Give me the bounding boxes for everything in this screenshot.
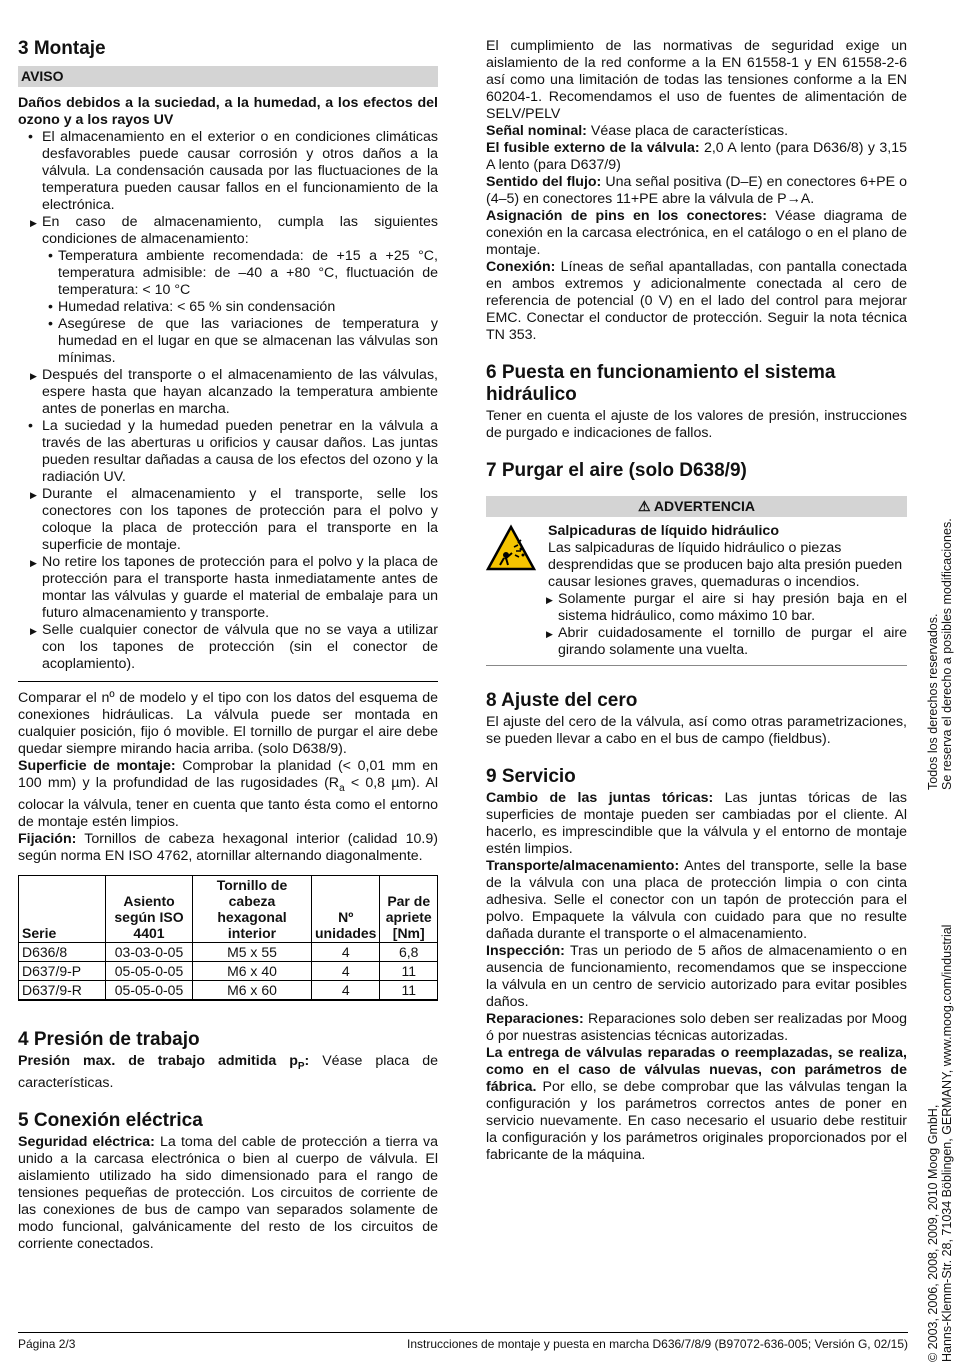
label: Inspección: [486, 943, 565, 959]
paragraph: Asignación de pins en los conectores: Véase diagrama de conexión en la carcasa electrónica, en el catálogo o en el plano de montaje. [486, 208, 907, 258]
paragraph: Sentido del flujo: Una señal positiva (D–E) en conectores 6+PE o (4–5) en conectores 11+PE abre la válvula de P→A. [486, 174, 907, 207]
list-item: • Asegúrese de que las variaciones de temperatura y humedad en el lugar en que se almacenan las válvulas son mínimas. [42, 316, 438, 367]
notice-text: El almacenamiento en el exterior o en condiciones climáticas desfavorables puede causar corrosión y otros daños a la válvula. La condensación causada por las fluctuaciones de la temperatura pueden causar fallos en el funcionamiento de la electrónica. [42, 129, 438, 213]
action-item: ▶ Selle cualquier conector de válvula que no se vaya a utilizar con los tapones de protección (sin el conector de acoplamiento). [18, 622, 438, 673]
action-item [18, 214, 438, 367]
paragraph: Tener en cuenta el ajuste de los valores de presión, instrucciones de purgado e indicaciones de fallos. [486, 408, 907, 441]
section-8-title: 8 Ajuste del cero [486, 690, 638, 711]
label: Fijación: [18, 830, 77, 847]
label: El fusible externo de la válvula: [486, 140, 700, 156]
label: Seguridad eléctrica: [18, 1133, 155, 1150]
notice-text: La suciedad y la humedad pueden penetrar en la válvula a través de las aberturas u orificios y causar daños. Las juntas pueden resultar dañadas a causa de los efectos del ozono y la radiación UV. [42, 418, 438, 485]
action-item: ▶ Durante el almacenamiento y el transporte, selle los conectores con los tapones de protección para el polvo y coloque la placa de protección para el transporte en la superficie de montaje. [18, 486, 438, 554]
notice-banner: AVISO [18, 66, 438, 87]
label: Conexión: [486, 259, 556, 275]
action-text: En caso de almacenamiento, cumpla las siguientes condiciones de almacenamiento: [42, 214, 438, 247]
paragraph: Conexión: Líneas de señal apantalladas, con pantalla conectada en ambos extremos y adicionalmente conectada al cero de referencia de potencial (0 V) en el lado del control para mejorar EMC. Conectar el conductor de protección. Seguir la nota técnica TN 353. [486, 259, 907, 343]
table-header: Nº unidades [312, 875, 380, 942]
paragraph: El fusible externo de la válvula: 2,0 A lento (para D636/8) y 3,15 A lento (para D637/9) [486, 140, 907, 173]
list-item: • Temperatura ambiente recomendada: de +15 a +25 °C, temperatura admisible: de –40 a +80 °C, fluctuación de temperatura: < 10 °C [42, 248, 438, 299]
paragraph: Presión max. de trabajo admitida $p_P$: Véase placa de características. [18, 1052, 438, 1091]
warning-text: Las salpicaduras de líquido hidráulico o piezas desprendidas que se producen bajo alta presión pueden causar lesiones graves, quemaduras o incendios. [548, 540, 903, 590]
label: Superficie de montaje: [18, 758, 176, 774]
right-column [486, 38, 907, 1164]
label: La entrega de válvulas reparadas o reemplazadas, se realiza, como en el caso de válvulas nuevas, con parámetros de fábrica. [486, 1045, 907, 1095]
paragraph: Inspección: Tras un periodo de 5 años de almacenamiento o en ausencia de funcionamiento, recomendamos que se inspeccione la válvula en un centro de servicio autorizado para evitar posibles daños. [486, 943, 908, 1010]
screw-table [18, 875, 438, 1001]
paragraph: Transporte/almacenamiento: Antes del transporte, selle la base de la válvula con una placa de protección limpia o con cinta adhesiva. Selle el conector con un tapón de protección para el polvo. Empaquete la válvula con cuidado para que no resulte dañada durante el transporte o el almacenamiento. [486, 858, 907, 942]
label: Señal nominal: [486, 123, 587, 139]
label: Reparaciones: [486, 1011, 584, 1027]
section-3-title: 3 Montaje [18, 38, 106, 59]
warning-banner [486, 496, 907, 517]
section-7-title: 7 Purgar el aire (solo D638/9) [486, 460, 747, 481]
divider [18, 681, 438, 682]
section-4-title: 4 Presión de trabajo [18, 1028, 200, 1050]
document-reference: Instrucciones de montaje y puesta en marcha D636/7/8/9 (B97072-636-005; Versión G, 02/15) [407, 1337, 908, 1351]
divider [486, 665, 907, 666]
list-item: • Humedad relativa: < 65 % sin condensación [42, 299, 438, 316]
notice-title: Daños debidos a la suciedad, a la humedad, a los efectos del ozono y a los rayos UV [18, 95, 438, 128]
paragraph: Reparaciones: Reparaciones solo deben ser realizadas por Moog ó por nuestras asistencias técnicas autorizadas. [486, 1011, 907, 1044]
paragraph: Superficie de montaje: Comprobar la planidad (< 0,01 mm en 100 mm) y la profundidad de las rugosidades ($R_a < 0,8$ µm). Al colocar la válvula, tener en cuenta que tanto ésta como el entorno de montaje estén limpios. [18, 758, 438, 830]
section-6-title: 6 Puesta en funcionamiento el sistema hidráulico [486, 362, 836, 405]
paragraph: El ajuste del cero de la válvula, así como otras parametrizaciones, se pueden llevar a cabo en el bus de campo (fieldbus). [486, 714, 907, 747]
paragraph: El cumplimiento de las normativas de seguridad exige un aislamiento de la red conforme a la EN 61558-1 y EN 61558-2-6 así como una limitación de todas las tensiones conforme a la EN 60204-1. Recomendamos el uso de fuentes de alimentación de SELV/PELV [486, 38, 907, 122]
label: Asignación de pins en los conectores: [486, 208, 768, 224]
paragraph: Seguridad eléctrica: La toma del cable de protección a tierra va unido a la carcasa electrónica o bien al cuerpo de válvula. El aislamiento utilizado ha sido dimensionado para el rango de tensiones pequeñas de protección. Los circuitos de corriente de las conexiones de bus de campo van separados solamente de modo funcional, galvánicamente del resto de los circuitos de corriente conectados. [18, 1133, 438, 1252]
warning-label: ADVERTENCIA [653, 498, 756, 514]
table-header: Par de apriete [Nm] [380, 875, 438, 942]
table-header: Asiento según ISO 4401 [106, 875, 193, 942]
section-9-title: 9 Servicio [486, 766, 576, 787]
warning-body [486, 523, 907, 659]
paragraph: Fijación: Tornillos de cabeza hexagonal interior (calidad 10.9) según norma EN ISO 4762, atornillar alternando diagonalmente. [18, 830, 438, 864]
table-row: D637/9-R 05-05-0-05 M6 x 60 4 11 [19, 980, 438, 1000]
action-item: ▶ Después del transporte o el almacenamiento de las válvulas, espere hasta que hayan alcanzado la temperatura ambiente antes de ponerlas en marcha. [18, 367, 438, 418]
paragraph: Cambio de las juntas tóricas: Las juntas tóricas de las superficies de montaje pueden ser cambiadas por el cliente. Al hacerlo, es imprescindible que la válvula y el entorno de montaje estén limpios. [486, 790, 907, 857]
side-note-copyright: © 2003, 2006, 2008, 2009, 2010 Moog GmbH, [926, 1104, 940, 1362]
label: Sentido del flujo: [486, 174, 602, 190]
table-header: Tornillo de cabeza hexagonal interior [193, 875, 312, 942]
side-note-address: Hanns-Klemm-Str. 28, 71034 Böblingen, GERMANY, www.moog.com/industrial [940, 924, 954, 1362]
notice-list [18, 129, 438, 673]
paragraph: Comparar el nº de modelo y el tipo con los datos del esquema de conexiones hidráulicas. La válvula puede ser montada en cualquier posición, fijo ó movible. El tornillo de purgar el aire debe quedar siempre mirando hacia arriba. (solo D638/9). [18, 690, 438, 757]
list-item [18, 129, 438, 418]
warning-title: Salpicaduras de líquido hidráulico [548, 523, 779, 539]
list-item [18, 418, 438, 673]
table-row: D637/9-P 05-05-0-05 M6 x 40 4 11 [19, 961, 438, 980]
section-5-title: 5 Conexión eléctrica [18, 1109, 203, 1131]
action-item: ▶ Abrir cuidadosamente el tornillo de purgar el aire girando solamente una vuelta. [534, 625, 907, 659]
warning-icon: ⚠ [637, 498, 651, 514]
paragraph: Señal nominal: Véase placa de características. [486, 123, 789, 139]
action-item: ▶ Solamente purgar el aire si hay presión baja en el sistema hidráulico, como máximo 10 bar. [534, 591, 907, 625]
table-header: Serie [19, 875, 106, 942]
label: Transporte/almacenamiento: [486, 858, 680, 874]
label: Presión max. de trabajo admitida $p_P$: [18, 1052, 310, 1072]
footer [18, 1332, 908, 1351]
label: Cambio de las juntas tóricas: [486, 790, 714, 806]
paragraph: La entrega de válvulas reparadas o reemplazadas, se realiza, como en el caso de válvulas nuevas, con parámetros de fábrica. Por ello, se debe comprobar que las válvulas tengan la configuración y los parámetros correctos antes de poner en servicio nuevamente. En caso necesario el usuario debe restituir la configuración y los parámetros originales proporcionados por el fabricante de la máquina. [486, 1045, 907, 1163]
hydraulic-spray-hazard-icon [486, 525, 536, 571]
side-note-modifications: Se reserva el derecho a posibles modificaciones. [940, 518, 954, 790]
side-note-rights: Todos los derechos reservados. [926, 613, 940, 790]
action-item: ▶ No retire los tapones de protección para el polvo y la placa de protección para el transporte hasta inmediatamente antes de montar las válvulas y guarde el material de embalaje para un futuro almacenamiento y transporte. [18, 554, 438, 622]
left-column [18, 38, 438, 1253]
table-row: D636/8 03-03-0-05 M5 x 55 4 6,8 [19, 942, 438, 961]
page-number: Página 2/3 [18, 1337, 76, 1351]
